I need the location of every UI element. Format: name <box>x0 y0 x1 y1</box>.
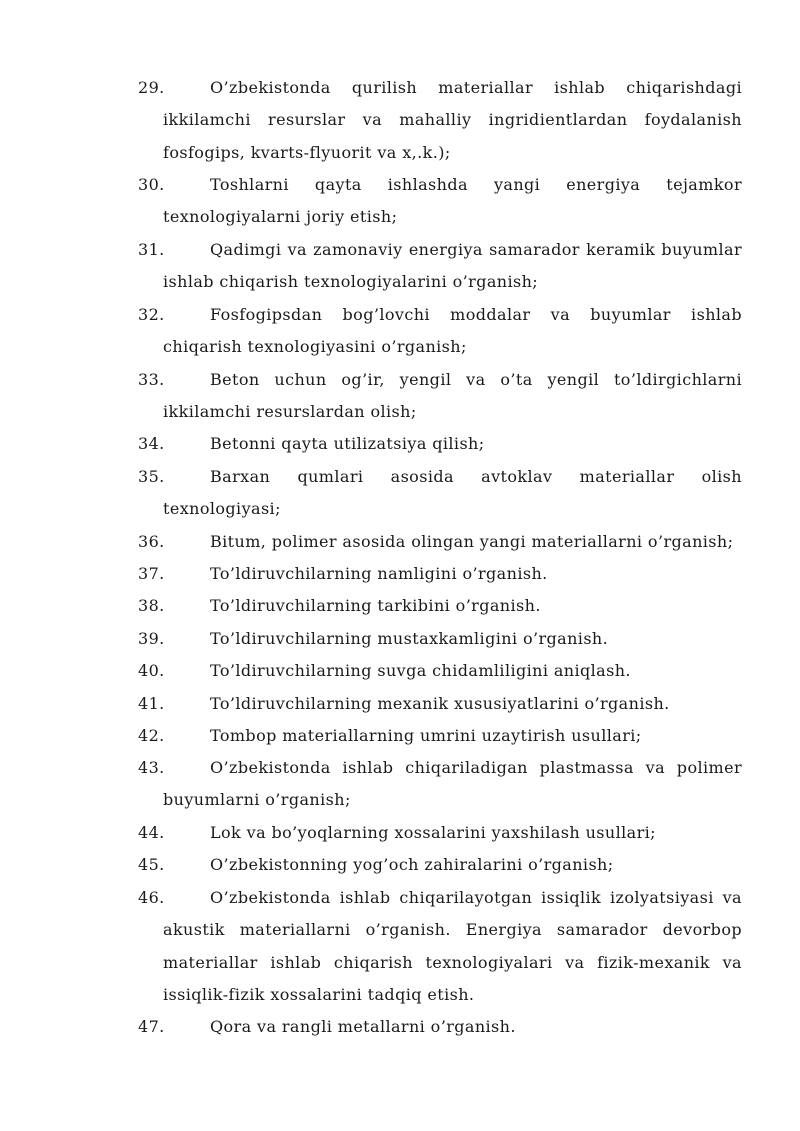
list-item-line: texnologiyalarni joriy etish; <box>163 207 398 227</box>
list-item-line: chiqarish texnologiyasini o’rganish; <box>163 337 467 357</box>
item-number: 34. <box>138 434 165 453</box>
list-item-line: 45. O’zbekistonning yog’och zahiralarini o’rganish; <box>138 849 742 881</box>
list-item-line: issiqlik-fizik xossalarini tadqiq etish. <box>163 985 475 1005</box>
list-item-line: 38. To’ldiruvchilarning tarkibini o’rganish. <box>138 590 742 622</box>
list-item-line: 29. O’zbekistonda qurilish materiallar ishlab chiqarishdagi <box>138 72 742 104</box>
list-item <box>138 558 742 590</box>
list-item-line: buyumlarni o’rganish; <box>163 790 351 810</box>
list-item <box>138 752 742 817</box>
list-item <box>138 817 742 849</box>
item-number: 44. <box>138 823 165 842</box>
list-item-line: materiallar ishlab chiqarish texnologiyalari va fizik-mexanik va <box>163 952 742 972</box>
list-item-line: akustik materiallarni o’rganish. Energiya samarador devorbop <box>163 920 742 940</box>
item-number: 43. <box>138 758 165 777</box>
list-item-line: 34. Betonni qayta utilizatsiya qilish; <box>138 428 742 460</box>
list-item <box>138 299 742 364</box>
list-item-line: ikkilamchi resurslardan olish; <box>163 402 417 422</box>
list-item-line: fosfogips, kvarts-flyuorit va x,.k.); <box>163 142 451 162</box>
list-item <box>138 882 742 1012</box>
item-number: 42. <box>138 726 165 745</box>
item-number: 32. <box>138 305 165 324</box>
list-item <box>138 849 742 881</box>
item-number: 38. <box>138 596 165 615</box>
item-number: 41. <box>138 694 165 713</box>
list-item <box>138 234 742 299</box>
list-item-line: 39. To’ldiruvchilarning mustaxkamligini o’rganish. <box>138 623 742 655</box>
list-item <box>138 688 742 720</box>
item-number: 45. <box>138 855 165 874</box>
list-item-line: 31. Qadimgi va zamonaviy energiya samarador keramik buyumlar <box>138 234 742 266</box>
item-number: 30. <box>138 175 165 194</box>
list-item-line: 33. Beton uchun og’ir, yengil va o’ta yengil to’ldirgichlarni <box>138 364 742 396</box>
list-item-line: 41. To’ldiruvchilarning mexanik xususiyatlarini o’rganish. <box>138 688 742 720</box>
list-item-line: texnologiyasi; <box>163 499 281 519</box>
list-item <box>138 1011 742 1043</box>
list-item <box>138 72 742 169</box>
item-number: 33. <box>138 370 165 389</box>
list-item-line: 44. Lok va bo’yoqlarning xossalarini yaxshilash usullari; <box>138 817 742 849</box>
list-item-line: 35. Barxan qumlari asosida avtoklav materiallar olish <box>138 461 742 493</box>
list-item-line: 40. To’ldiruvchilarning suvga chidamliligini aniqlash. <box>138 655 742 687</box>
list-item-line: 30. Toshlarni qayta ishlashda yangi energiya tejamkor <box>138 169 742 201</box>
list-item-line: 46. O’zbekistonda ishlab chiqarilayotgan issiqlik izolyatsiyasi va <box>138 882 742 914</box>
item-number: 36. <box>138 532 165 551</box>
list-item <box>138 428 742 460</box>
list-item-line: 36. Bitum, polimer asosida olingan yangi materiallarni o’rganish; <box>138 526 742 558</box>
list-item <box>138 655 742 687</box>
item-number: 39. <box>138 629 165 648</box>
item-number: 46. <box>138 888 165 907</box>
list-item-line: 42. Tombop materiallarning umrini uzaytirish usullari; <box>138 720 742 752</box>
list-item-line: 37. To’ldiruvchilarning namligini o’rganish. <box>138 558 742 590</box>
list-item-line: 32. Fosfogipsdan bog’lovchi moddalar va buyumlar ishlab <box>138 299 742 331</box>
list-item-line: 47. Qora va rangli metallarni o’rganish. <box>138 1011 742 1043</box>
item-number: 40. <box>138 661 165 680</box>
list-item-line: 43. O’zbekistonda ishlab chiqariladigan plastmassa va polimer <box>138 752 742 784</box>
list-item <box>138 461 742 526</box>
item-number: 29. <box>138 78 165 97</box>
item-number: 47. <box>138 1017 165 1036</box>
list-item <box>138 623 742 655</box>
list-item <box>138 526 742 558</box>
list-item <box>138 590 742 622</box>
item-number: 37. <box>138 564 165 583</box>
list-item <box>138 364 742 429</box>
item-number: 31. <box>138 240 165 259</box>
list-item <box>138 169 742 234</box>
list-item-line: ishlab chiqarish texnologiyalarini o’rganish; <box>163 272 539 292</box>
list-item <box>138 720 742 752</box>
list-item-line: ikkilamchi resurslar va mahalliy ingridientlardan foydalanish <box>163 110 742 130</box>
item-number: 35. <box>138 467 165 486</box>
